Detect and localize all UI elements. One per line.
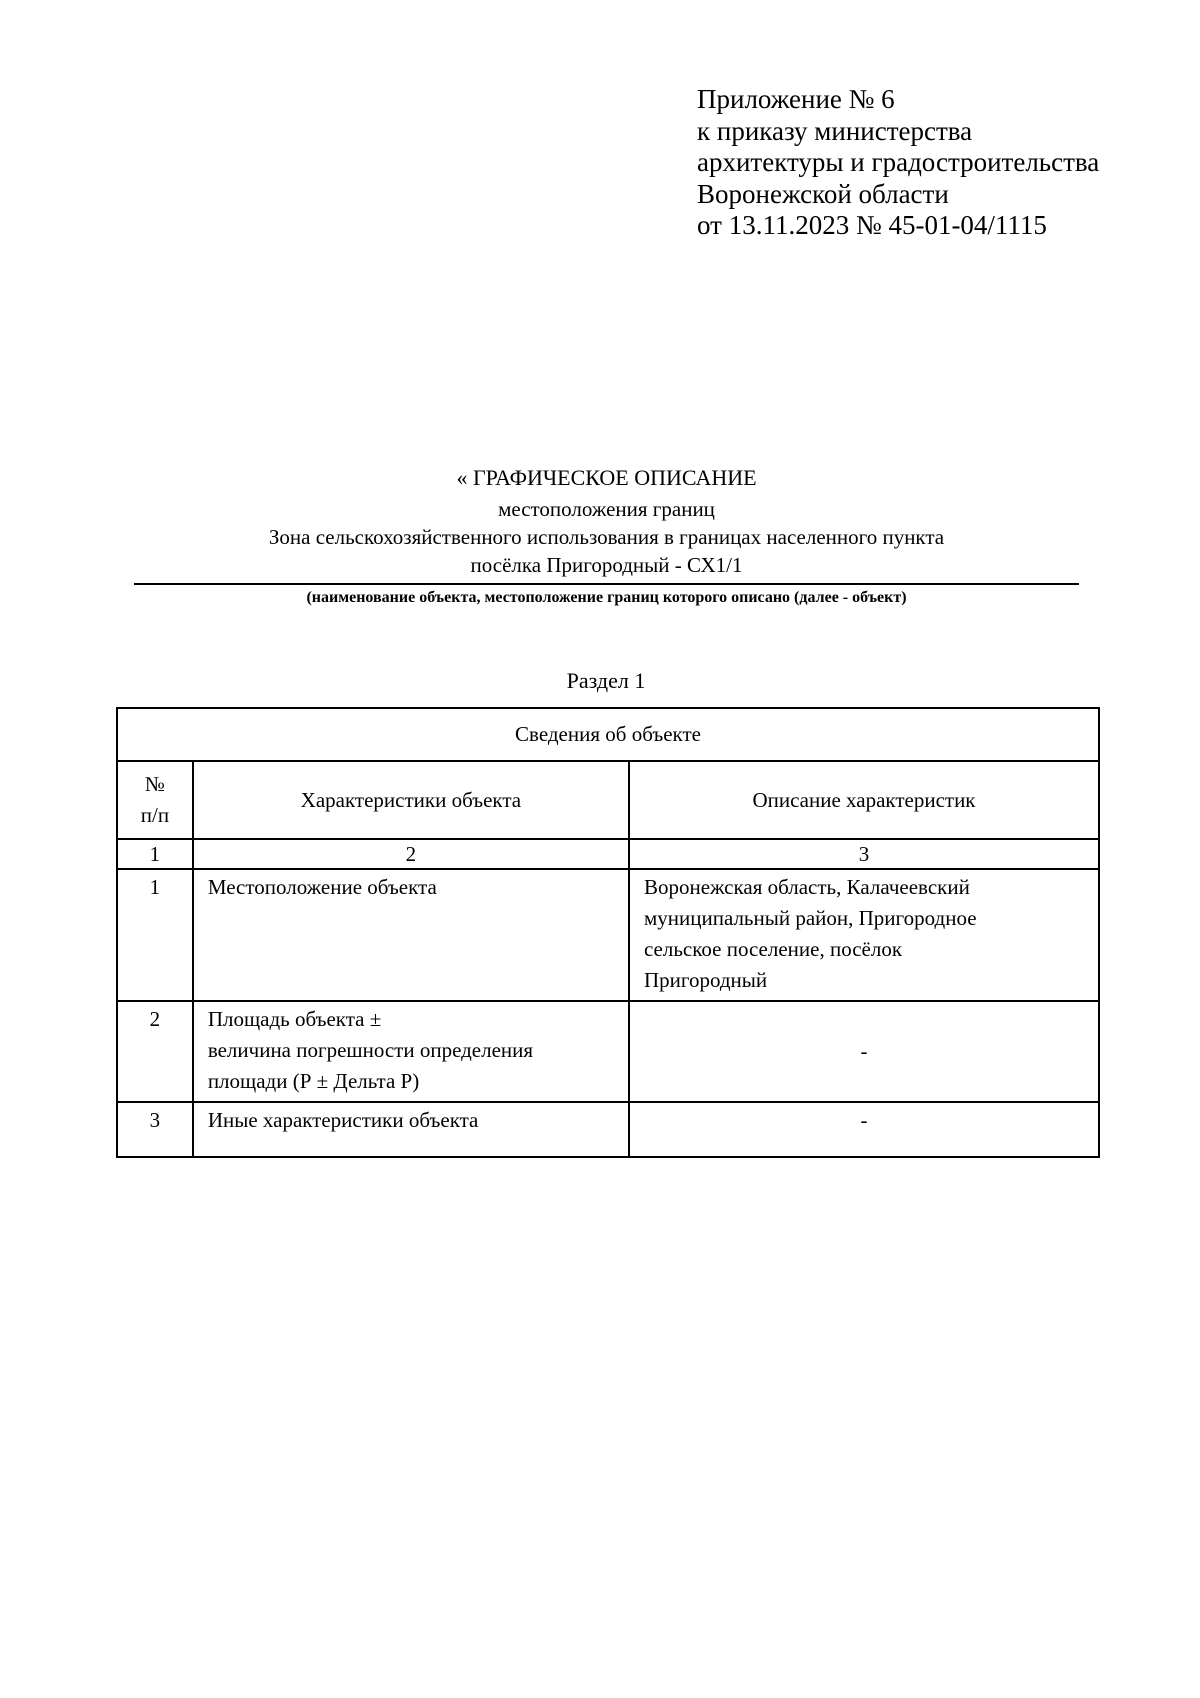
row-number: 2 xyxy=(117,1001,193,1102)
row-characteristic xyxy=(193,1102,629,1157)
cell-line: сельское поселение, посёлок xyxy=(643,937,903,961)
title-underline xyxy=(134,583,1079,585)
header-number xyxy=(117,761,193,839)
header-characteristics: Характеристики объекта xyxy=(193,761,629,839)
cell-line: величина погрешности определения xyxy=(207,1038,534,1062)
appendix-line: Приложение № 6 xyxy=(697,84,895,114)
appendix-line: архитектуры и градостроительства xyxy=(697,147,1100,177)
row-characteristic xyxy=(193,869,629,1001)
appendix-line: от 13.11.2023 № 45-01-04/1115 xyxy=(697,210,1047,240)
header-number-line: п/п xyxy=(140,803,170,827)
row-number: 3 xyxy=(117,1102,193,1157)
title-subline: Зона сельскохозяйственного использования в границах населенного пункта xyxy=(268,525,945,549)
cell-line: муниципальный район, Пригородное xyxy=(643,906,977,930)
column-index: 1 xyxy=(117,839,193,869)
object-info-table xyxy=(116,707,1100,1158)
column-index: 3 xyxy=(629,839,1099,869)
row-characteristic xyxy=(193,1001,629,1102)
cell-line: Площадь объекта ± xyxy=(207,1007,382,1031)
cell-line: Иные характеристики объекта xyxy=(207,1108,479,1132)
title-note: (наименование объекта, местоположение границ которого описано (далее - объект) xyxy=(306,589,907,606)
document-title-block xyxy=(134,462,1079,609)
row-number: 1 xyxy=(117,869,193,1001)
title-subline: посёлка Пригородный - СХ1/1 xyxy=(470,553,743,577)
column-index: 2 xyxy=(193,839,629,869)
appendix-header xyxy=(697,84,1099,242)
section-label: Раздел 1 xyxy=(566,668,646,693)
row-description xyxy=(629,869,1099,1001)
appendix-line: к приказу министерства xyxy=(697,115,973,146)
table-caption-row xyxy=(117,708,1099,761)
cell-line: Местоположение объекта xyxy=(207,875,437,899)
header-description: Описание характеристик xyxy=(629,761,1099,839)
table-caption: Сведения об объекте xyxy=(117,708,1099,761)
cell-line: Пригородный xyxy=(643,968,768,992)
table-header-row xyxy=(117,761,1099,839)
table-row xyxy=(117,1102,1099,1157)
cell-line: Воронежская область, Калачеевский xyxy=(643,875,970,899)
row-description: - xyxy=(629,1102,1099,1157)
cell-line: площади (Р ± Дельта Р) xyxy=(207,1069,420,1093)
appendix-line: Воронежской области xyxy=(697,178,949,209)
table-row xyxy=(117,869,1099,1001)
title-subline: местоположения границ xyxy=(498,497,715,521)
table-row xyxy=(117,1001,1099,1102)
document-title: « ГРАФИЧЕСКОЕ ОПИСАНИЕ xyxy=(456,465,757,490)
header-number-line: № xyxy=(144,772,165,796)
row-description: - xyxy=(629,1001,1099,1102)
column-index-row xyxy=(117,839,1099,869)
